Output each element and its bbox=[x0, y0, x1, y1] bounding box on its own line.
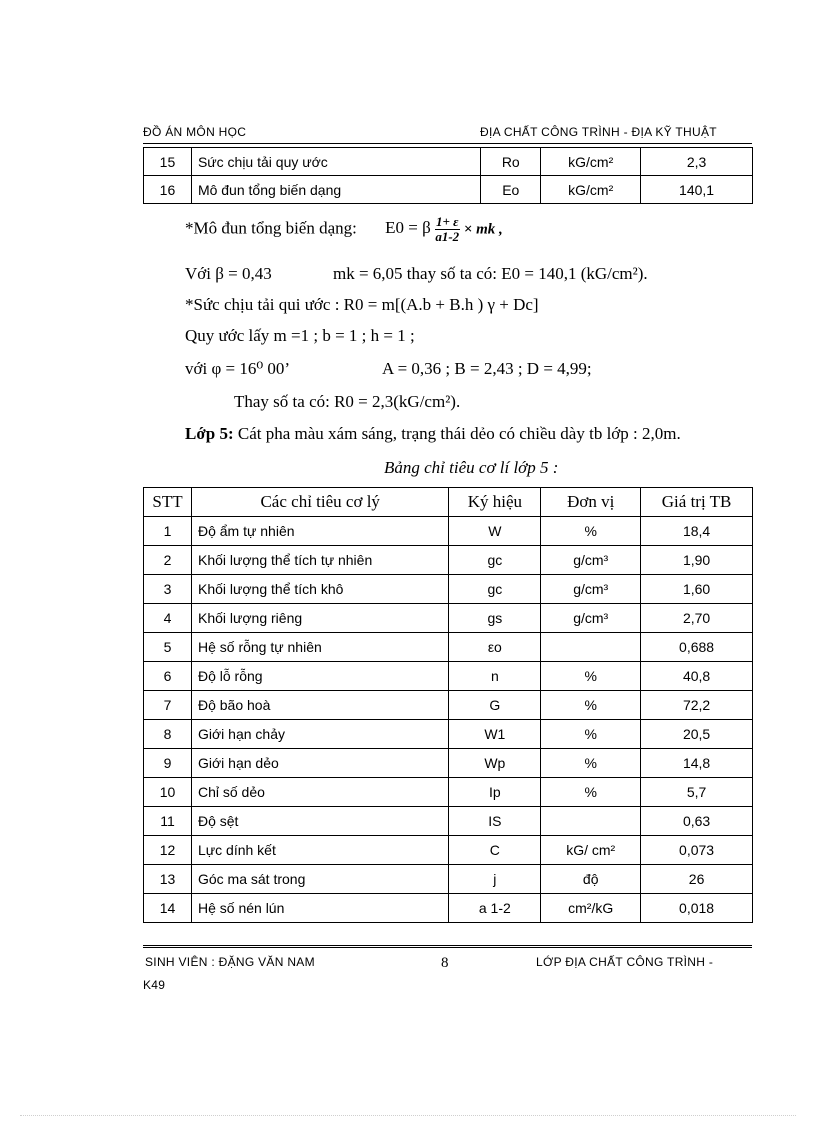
symbol-cell: G bbox=[449, 691, 541, 720]
unit-cell: cm²/kG bbox=[541, 894, 641, 923]
stt-cell: 9 bbox=[144, 749, 192, 778]
beta-line-b: mk = 6,05 thay số ta có: E0 = 140,1 (kG/cm²). bbox=[333, 264, 648, 283]
unit-cell: % bbox=[541, 691, 641, 720]
unit-cell: g/cm³ bbox=[541, 575, 641, 604]
stt-cell: 14 bbox=[144, 894, 192, 923]
name-cell: Mô đun tổng biến dạng bbox=[191, 176, 480, 204]
table-row bbox=[144, 778, 753, 807]
convention-line: Quy ước lấy m =1 ; b = 1 ; h = 1 ; bbox=[185, 326, 415, 345]
unit-cell: % bbox=[541, 662, 641, 691]
unit-cell: kG/cm² bbox=[541, 176, 641, 204]
unit-cell bbox=[541, 633, 641, 662]
table-row bbox=[144, 148, 753, 176]
name-cell: Độ ẩm tự nhiên bbox=[191, 517, 448, 546]
name-cell: Lực dính kết bbox=[191, 836, 448, 865]
stt-cell: 12 bbox=[144, 836, 192, 865]
name-cell: Hệ số nén lún bbox=[191, 894, 448, 923]
name-cell: Giới hạn chảy bbox=[191, 720, 448, 749]
top-table bbox=[143, 147, 753, 204]
unit-cell: kG/cm² bbox=[541, 148, 641, 176]
beta-line-a: Với β = 0,43 bbox=[185, 264, 272, 283]
stt-cell: 13 bbox=[144, 865, 192, 894]
header-rule bbox=[143, 143, 752, 144]
value-cell: 0,63 bbox=[641, 807, 753, 836]
unit-cell: g/cm³ bbox=[541, 604, 641, 633]
symbol-cell: W1 bbox=[449, 720, 541, 749]
footer-student: SINH VIÊN : ĐẶNG VĂN NAM bbox=[145, 955, 315, 969]
phi-line-b: A = 0,36 ; B = 2,43 ; D = 4,99; bbox=[382, 359, 592, 378]
value-cell: 0,073 bbox=[641, 836, 753, 865]
table-caption: Bảng chỉ tiêu cơ lí lớp 5 : bbox=[384, 458, 559, 477]
unit-cell: % bbox=[541, 778, 641, 807]
value-cell: 18,4 bbox=[641, 517, 753, 546]
name-cell: Độ sệt bbox=[191, 807, 448, 836]
fraction-numerator: 1+ ε bbox=[436, 214, 459, 229]
stt-cell: 5 bbox=[144, 633, 192, 662]
unit-cell bbox=[541, 807, 641, 836]
table-row bbox=[144, 633, 753, 662]
header-right: ĐỊA CHẤT CÔNG TRÌNH - ĐỊA KỸ THUẬT bbox=[480, 125, 717, 139]
value-cell: 1,90 bbox=[641, 546, 753, 575]
header-left: ĐỒ ÁN MÔN HỌC bbox=[143, 125, 247, 139]
layer-title: Lớp 5: bbox=[185, 424, 234, 443]
stt-cell: 8 bbox=[144, 720, 192, 749]
value-cell: 72,2 bbox=[641, 691, 753, 720]
stt-cell: 4 bbox=[144, 604, 192, 633]
footer-rule bbox=[143, 945, 752, 948]
header-stt: STT bbox=[144, 488, 192, 517]
footer-class-cont: K49 bbox=[143, 978, 166, 992]
symbol-cell: gc bbox=[449, 546, 541, 575]
table-row bbox=[144, 517, 753, 546]
symbol-cell: IS bbox=[449, 807, 541, 836]
symbol-cell: a 1-2 bbox=[449, 894, 541, 923]
layer-description: Cát pha màu xám sáng, trạng thái dẻo có chiều dày tb lớp : 2,0m. bbox=[237, 424, 681, 443]
result-line: Thay số ta có: R0 = 2,3(kG/cm²). bbox=[234, 392, 461, 411]
header-value: Giá trị TB bbox=[641, 488, 753, 517]
stt-cell: 3 bbox=[144, 575, 192, 604]
symbol-cell: εo bbox=[449, 633, 541, 662]
name-cell: Độ lỗ rỗng bbox=[191, 662, 448, 691]
table-row bbox=[144, 575, 753, 604]
symbol-cell: Ip bbox=[449, 778, 541, 807]
name-cell: Độ bão hoà bbox=[191, 691, 448, 720]
table-row bbox=[144, 604, 753, 633]
stt-cell: 1 bbox=[144, 517, 192, 546]
header-name: Các chỉ tiêu cơ lý bbox=[191, 488, 448, 517]
name-cell: Sức chịu tải quy ước bbox=[191, 148, 480, 176]
table-header-row bbox=[144, 488, 753, 517]
stt-cell: 15 bbox=[144, 148, 192, 176]
unit-cell: kG/ cm² bbox=[541, 836, 641, 865]
unit-cell: % bbox=[541, 720, 641, 749]
name-cell: Giới hạn dẻo bbox=[191, 749, 448, 778]
value-cell: 20,5 bbox=[641, 720, 753, 749]
table-row bbox=[144, 836, 753, 865]
unit-cell: độ bbox=[541, 865, 641, 894]
value-cell: 0,018 bbox=[641, 894, 753, 923]
table-row bbox=[144, 749, 753, 778]
value-cell: 1,60 bbox=[641, 575, 753, 604]
table-row bbox=[144, 865, 753, 894]
table-row bbox=[144, 720, 753, 749]
phi-line-a: với φ = 16⁰ 00’ bbox=[185, 359, 291, 378]
symbol-cell: gs bbox=[449, 604, 541, 633]
table-row bbox=[144, 807, 753, 836]
page-number: 8 bbox=[441, 955, 449, 971]
modulus-fraction bbox=[435, 215, 460, 244]
symbol-cell: j bbox=[449, 865, 541, 894]
value-cell: 26 bbox=[641, 865, 753, 894]
header-symbol: Ký hiệu bbox=[449, 488, 541, 517]
table-row bbox=[144, 662, 753, 691]
value-cell: 0,688 bbox=[641, 633, 753, 662]
name-cell: Khối lượng thể tích tự nhiên bbox=[191, 546, 448, 575]
table-row bbox=[144, 176, 753, 204]
stt-cell: 2 bbox=[144, 546, 192, 575]
layer-line bbox=[185, 424, 681, 444]
name-cell: Hệ số rỗng tự nhiên bbox=[191, 633, 448, 662]
symbol-cell: gc bbox=[449, 575, 541, 604]
symbol-cell: n bbox=[449, 662, 541, 691]
stt-cell: 11 bbox=[144, 807, 192, 836]
stt-cell: 6 bbox=[144, 662, 192, 691]
name-cell: Góc ma sát trong bbox=[191, 865, 448, 894]
fraction-tail: × mk , bbox=[463, 221, 503, 238]
table-row bbox=[144, 894, 753, 923]
symbol-cell: C bbox=[449, 836, 541, 865]
modulus-formula: E0 = β bbox=[385, 218, 431, 238]
fraction-denominator: a1-2 bbox=[435, 229, 460, 244]
properties-table bbox=[143, 487, 753, 923]
header-unit: Đơn vị bbox=[541, 488, 641, 517]
symbol-cell: Ro bbox=[481, 148, 541, 176]
table-row bbox=[144, 546, 753, 575]
value-cell: 2,70 bbox=[641, 604, 753, 633]
stt-cell: 7 bbox=[144, 691, 192, 720]
name-cell: Chỉ số dẻo bbox=[191, 778, 448, 807]
stt-cell: 16 bbox=[144, 176, 192, 204]
table-row bbox=[144, 691, 753, 720]
unit-cell: g/cm³ bbox=[541, 546, 641, 575]
unit-cell: % bbox=[541, 749, 641, 778]
bearing-line: *Sức chịu tải qui ước : R0 = m[(A.b + B.h ) γ + Dc] bbox=[185, 295, 539, 314]
value-cell: 40,8 bbox=[641, 662, 753, 691]
modulus-label: *Mô đun tổng biến dạng: bbox=[185, 218, 357, 238]
value-cell: 2,3 bbox=[641, 148, 753, 176]
unit-cell: % bbox=[541, 517, 641, 546]
footer-class: LỚP ĐỊA CHẤT CÔNG TRÌNH - bbox=[536, 955, 714, 969]
name-cell: Khối lượng riêng bbox=[191, 604, 448, 633]
name-cell: Khối lượng thể tích khô bbox=[191, 575, 448, 604]
value-cell: 14,8 bbox=[641, 749, 753, 778]
page-edge bbox=[20, 1115, 796, 1116]
value-cell: 140,1 bbox=[641, 176, 753, 204]
modulus-line bbox=[185, 215, 503, 244]
symbol-cell: W bbox=[449, 517, 541, 546]
stt-cell: 10 bbox=[144, 778, 192, 807]
value-cell: 5,7 bbox=[641, 778, 753, 807]
symbol-cell: Eo bbox=[481, 176, 541, 204]
symbol-cell: Wp bbox=[449, 749, 541, 778]
